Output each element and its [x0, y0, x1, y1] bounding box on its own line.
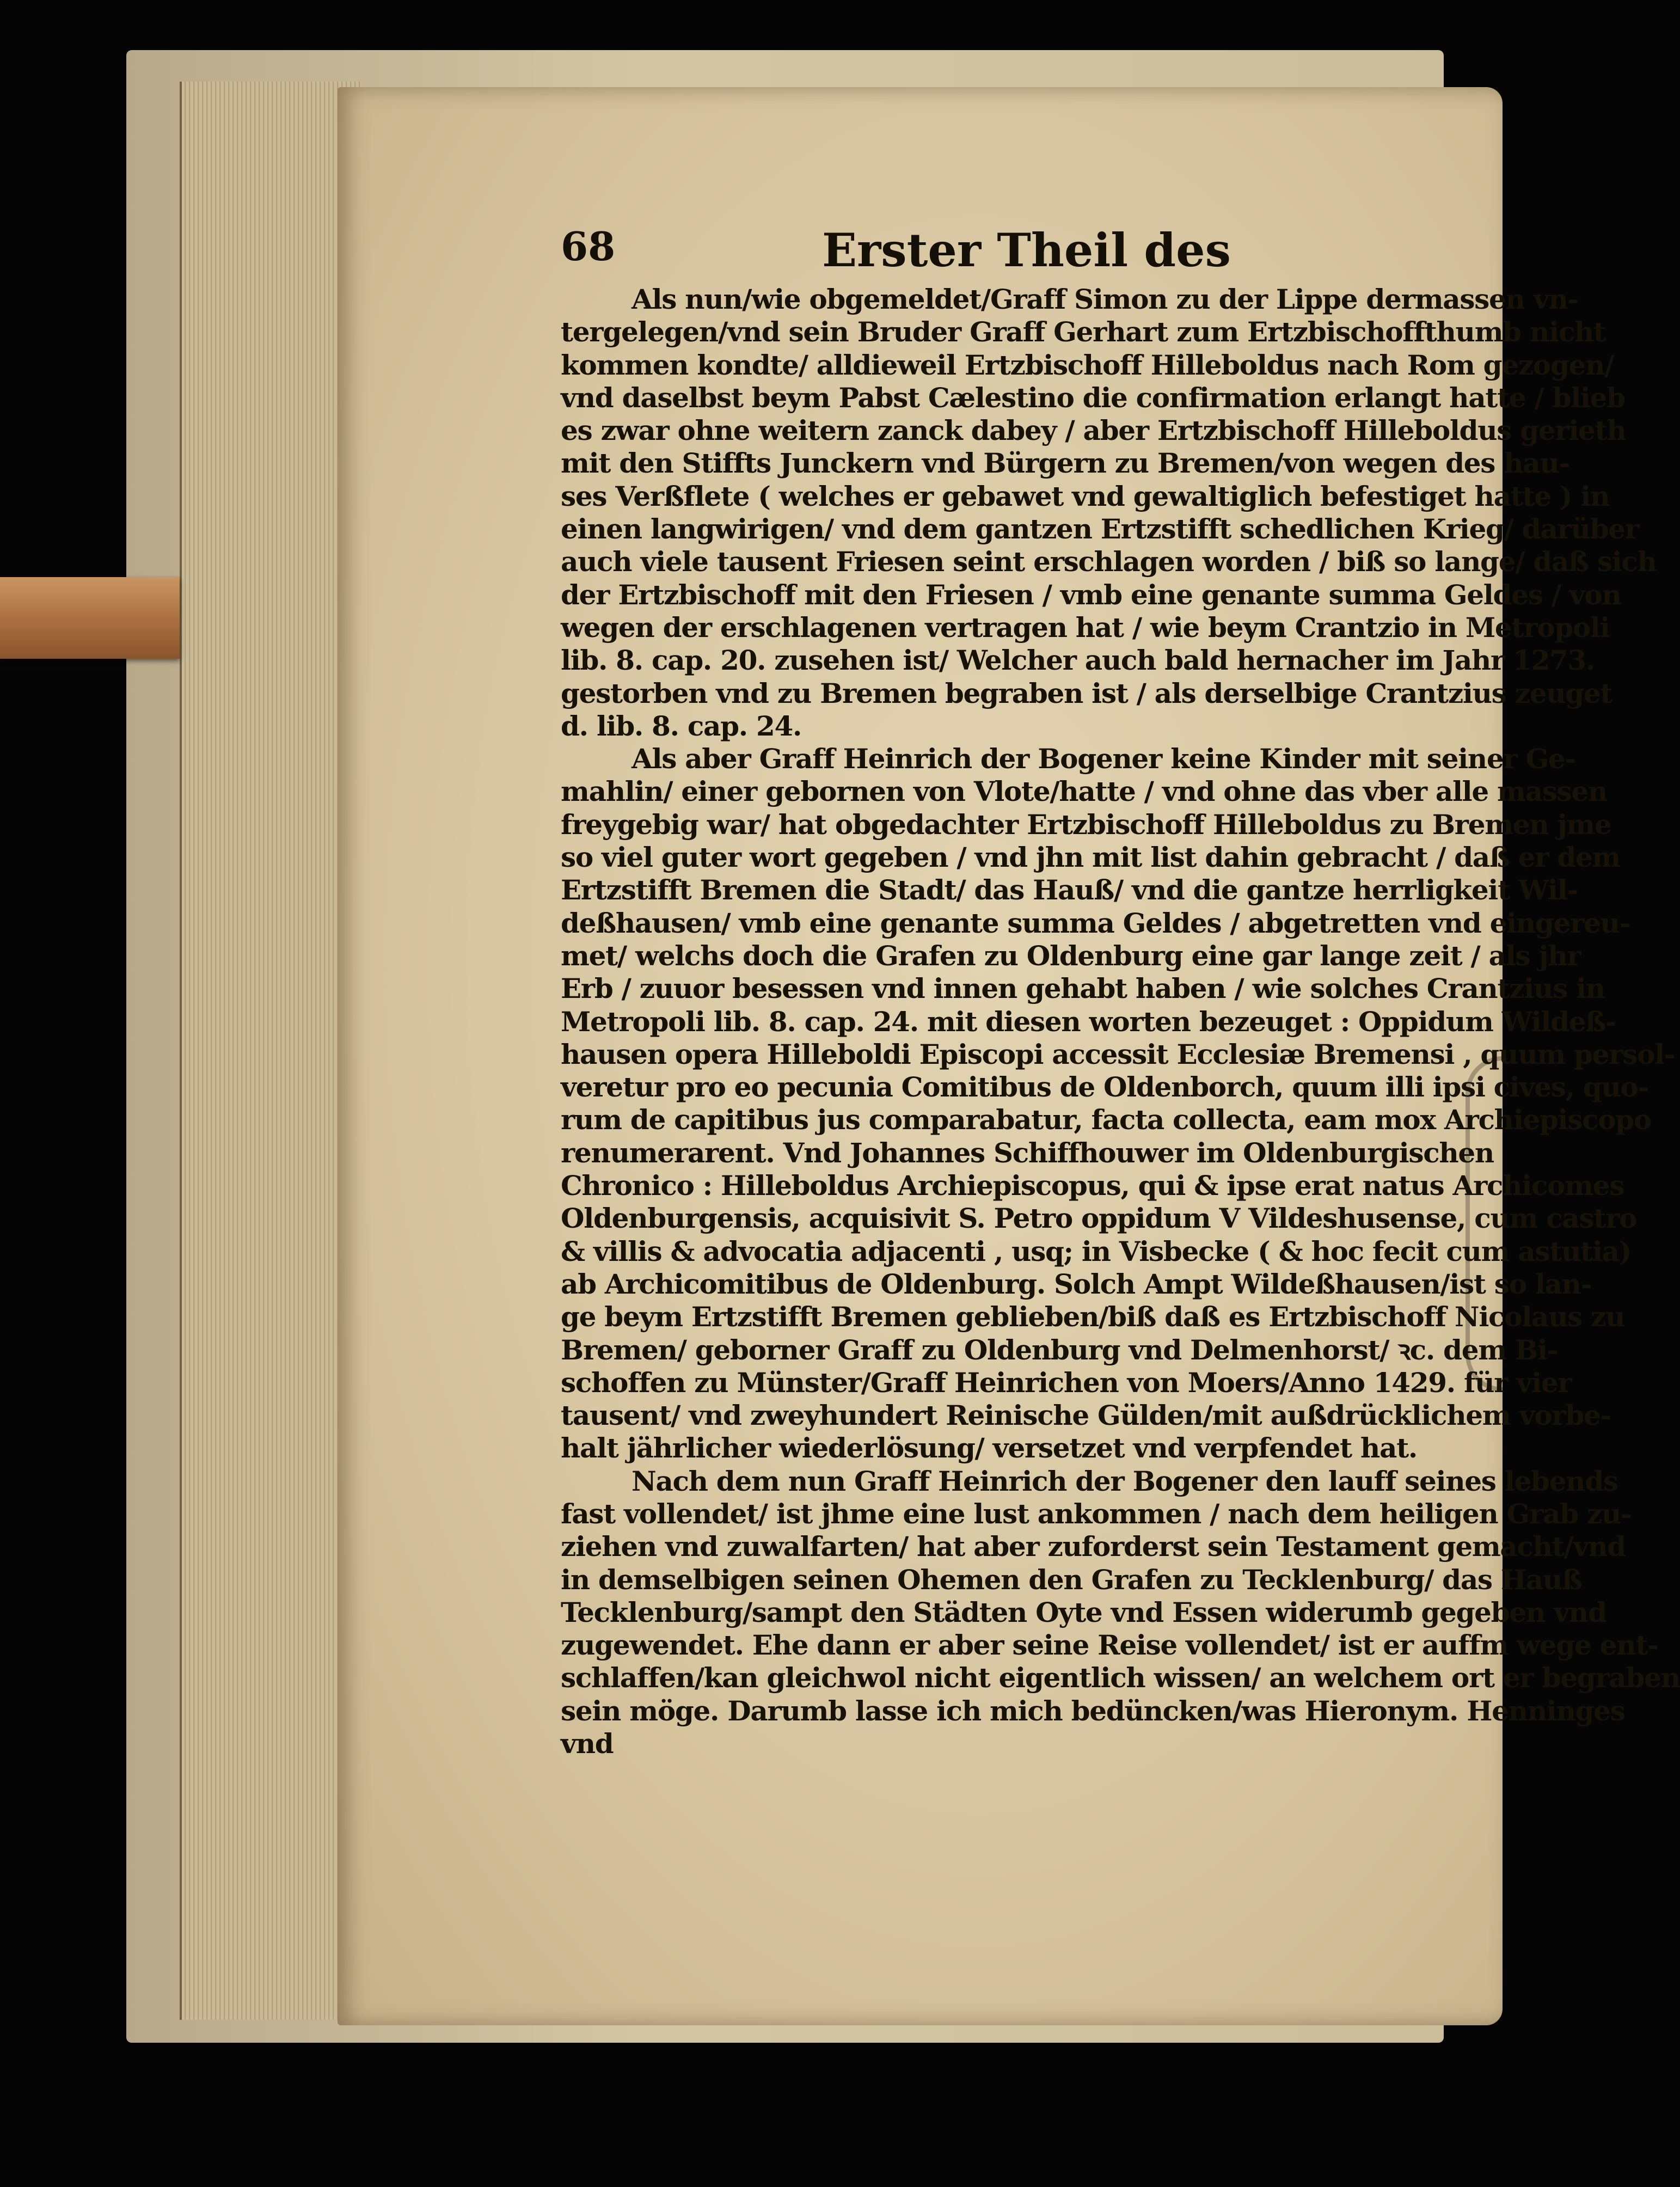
- text-line: Nach dem nun Graff Heinrich der Bogener den lauff seines lebends: [631, 1465, 1618, 1497]
- text-line: ge beym Ertzstifft Bremen geblieben/biß daß es Ertzbischoff Nicolaus zu: [561, 1301, 1625, 1333]
- text-line: einen langwirigen/ vnd dem gantzen Ertzstifft schedlichen Krieg/ darüber: [561, 513, 1639, 546]
- text-line: & villis & advocatia adjacenti , usq; in Visbecke ( & hoc fecit cum astutia): [561, 1235, 1632, 1267]
- text-line: fast vollendet/ ist jhme eine lust ankommen / nach dem heiligen Grab zu-: [561, 1497, 1632, 1530]
- text-line: freygebig war/ hat obgedachter Ertzbischoff Hilleboldus zu Bremen jme: [561, 808, 1611, 841]
- text-line: lib. 8. cap. 20. zusehen ist/ Welcher auch bald hernacher im Jahr 1273.: [561, 644, 1595, 677]
- text-line: met/ welchs doch die Grafen zu Oldenburg eine gar lange zeit / als jhr: [561, 939, 1581, 972]
- text-line: auch viele tausent Friesen seint erschlagen worden / biß so lange/ daß sich: [561, 546, 1657, 578]
- text-line: Metropoli lib. 8. cap. 24. mit diesen worten bezeuget : Oppidum Wildeß-: [561, 1005, 1616, 1038]
- body-text: [561, 283, 1680, 1760]
- text-line: sein möge. Darumb lasse ich mich bedüncken/was Hieronym. Henninges: [561, 1694, 1625, 1727]
- text-line: tergelegen/vnd sein Bruder Graff Gerhart zum Ertzbischoffthumb nicht: [561, 316, 1605, 348]
- page-number: 68: [561, 223, 616, 269]
- text-line: deßhausen/ vmb eine genante summa Geldes / abgetretten vnd eingereu-: [561, 906, 1630, 939]
- text-line: Ertzstifft Bremen die Stadt/ das Hauß/ vnd die gantze herrligkeit Wil-: [561, 874, 1578, 906]
- text-line: ziehen vnd zuwalfarten/ hat aber zuforderst sein Testament gemacht/vnd: [561, 1530, 1626, 1563]
- text-line: Chronico : Hilleboldus Archiepiscopus, qui & ipse erat natus Archicomes: [561, 1169, 1624, 1202]
- text-line: d. lib. 8. cap. 24.: [561, 709, 802, 742]
- text-line: der Ertzbischoff mit den Friesen / vmb eine genante summa Geldes / von: [561, 578, 1621, 611]
- text-line: kommen kondte/ alldieweil Ertzbischoff Hilleboldus nach Rom gezogen/: [561, 348, 1614, 381]
- text-block: [561, 223, 1680, 1760]
- text-line: Als aber Graff Heinrich der Bogener keine Kinder mit seiner Ge-: [631, 743, 1575, 775]
- text-line: Als nun/wie obgemeldet/Graff Simon zu der Lippe dermassen vn-: [631, 283, 1578, 315]
- text-line: mit den Stiffts Junckern vnd Bürgern zu Bremen/von wegen des hau-: [561, 447, 1569, 480]
- text-line: es zwar ohne weitern zanck dabey / aber Ertzbischoff Hilleboldus gerieth: [561, 414, 1626, 447]
- text-line: renumerarent. Vnd Johannes Schiffhouwer im Oldenburgischen: [561, 1136, 1494, 1169]
- page-header: [561, 223, 1497, 283]
- text-line: mahlin/ einer gebornen von Vlote/hatte / vnd ohne das vber alle massen: [561, 775, 1607, 808]
- text-line: halt jährlicher wiederlösung/ versetzet vnd verpfendet hat.: [561, 1432, 1417, 1465]
- text-line: vnd: [561, 1727, 614, 1760]
- text-line: ab Archicomitibus de Oldenburg. Solch Ampt Wildeßhausen/ist so lan-: [561, 1267, 1592, 1300]
- text-line: rum de capitibus jus comparabatur, facta collecta, eam mox Archiepiscopo: [561, 1104, 1652, 1136]
- text-line: ses Verßflete ( welches er gebawet vnd gewaltiglich befestiget hatte ) in: [561, 480, 1610, 512]
- text-line: gestorben vnd zu Bremen begraben ist / als derselbige Crantzius zeuget: [561, 677, 1612, 709]
- text-line: hausen opera Hilleboldi Episcopi accessit Ecclesiæ Bremensi , quum persol-: [561, 1038, 1675, 1070]
- text-line: Oldenburgensis, acquisivit S. Petro oppidum V Vildeshusense, cum castro: [561, 1202, 1637, 1235]
- bookmark-ribbon: [0, 577, 180, 659]
- text-line: Erb / zuuor besessen vnd innen gehabt haben / wie solches Crantzius in: [561, 972, 1605, 1005]
- text-line: wegen der erschlagenen vertragen hat / wie beym Crantzio in Metropoli: [561, 611, 1610, 644]
- text-line: tausent/ vnd zweyhundert Reinische Gülden/mit außdrücklichem vorbe-: [561, 1399, 1611, 1432]
- text-line: schoffen zu Münster/Graff Heinrichen von Moers/Anno 1429. für vier: [561, 1366, 1572, 1399]
- running-title: Erster Theil des: [822, 223, 1231, 277]
- text-line: Bremen/ geborner Graff zu Oldenburg vnd Delmenhorst/ ꝛc. dem Bi-: [561, 1333, 1558, 1366]
- text-line: Tecklenburg/sampt den Städten Oyte vnd Essen widerumb gegeben vnd: [561, 1596, 1607, 1628]
- text-line: in demselbigen seinen Ohemen den Grafen zu Tecklenburg/ das Hauß: [561, 1563, 1582, 1596]
- text-line: vnd daselbst beym Pabst Cælestino die confirmation erlangt hatte / blieb: [561, 381, 1625, 414]
- page-edges: [180, 82, 361, 2020]
- text-line: so viel guter wort gegeben / vnd jhn mit list dahin gebracht / daß er dem: [561, 841, 1621, 874]
- text-line: zugewendet. Ehe dann er aber seine Reise vollendet/ ist er auffm wege ent-: [561, 1629, 1658, 1662]
- text-line: veretur pro eo pecunia Comitibus de Oldenborch, quum illi ipsi cives, quo-: [561, 1071, 1649, 1104]
- text-line: schlaffen/kan gleichwol nicht eigentlich wissen/ an welchem ort er begraben: [561, 1662, 1680, 1694]
